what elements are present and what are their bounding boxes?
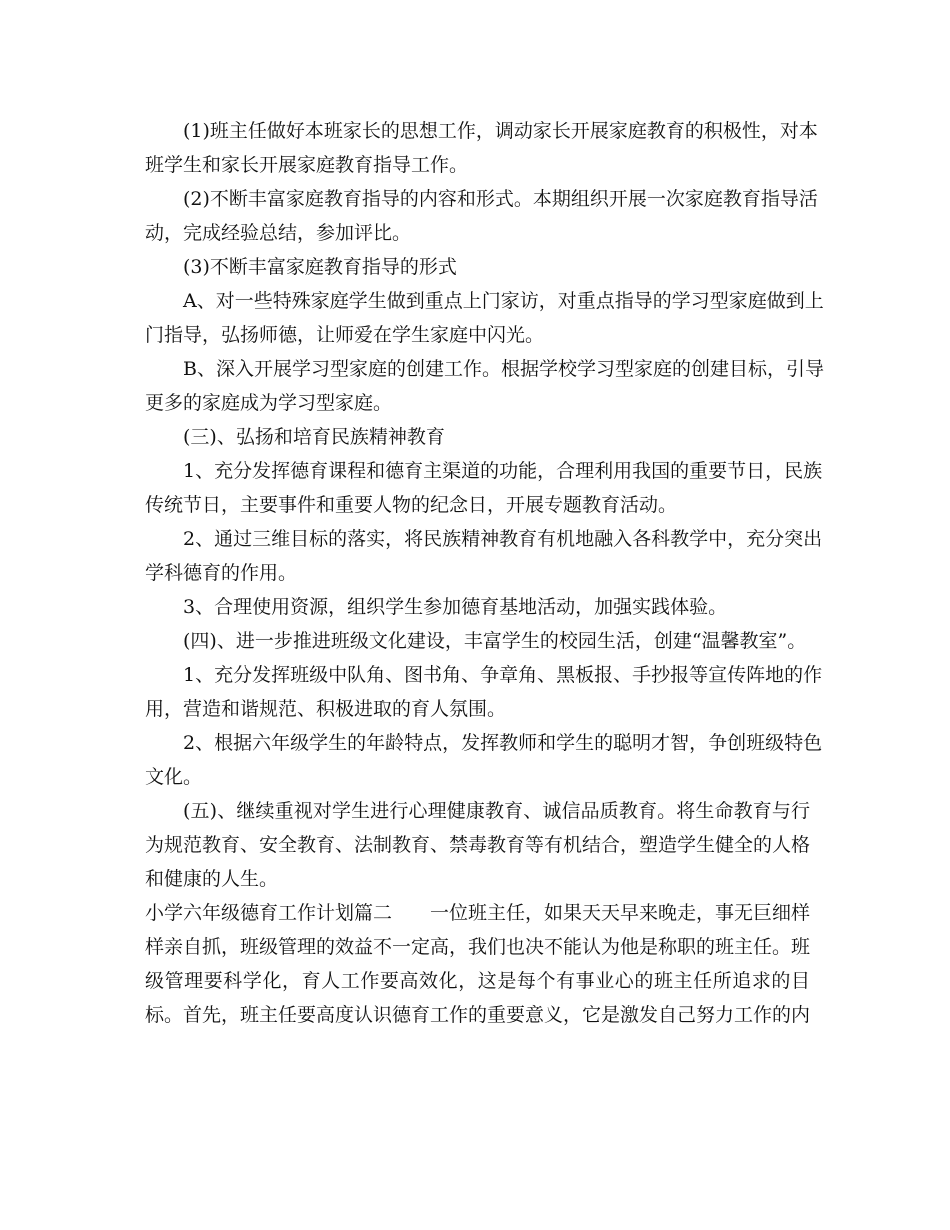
text-line: 2、根据六年级学生的年龄特点，发挥教师和学生的聪明才智，争创班级特色 bbox=[183, 732, 823, 754]
text-line: 班学生和家长开展家庭教育指导工作。 bbox=[145, 154, 469, 176]
text-line: (1)班主任做好本班家长的思想工作，调动家长开展家庭教育的积极性，对本 bbox=[183, 120, 818, 142]
text-line: 传统节日，主要事件和重要人物的纪念日，开展专题教育活动。 bbox=[145, 494, 678, 516]
text-line: 用，营造和谐规范、积极进取的育人氛围。 bbox=[145, 698, 507, 720]
text-line: 2、通过三维目标的落实，将民族精神教育有机地融入各科教学中，充分突出 bbox=[183, 528, 823, 550]
text-line: 和健康的人生。 bbox=[145, 868, 279, 890]
text-line: B、深入开展学习型家庭的创建工作。根据学校学习型家庭的创建目标，引导 bbox=[183, 358, 824, 380]
text-line: (3)不断丰富家庭教育指导的形式 bbox=[183, 256, 457, 278]
text-line: (四)、进一步推进班级文化建设，丰富学生的校园生活，创建“温馨教室”。 bbox=[183, 630, 807, 652]
text-line: 级管理要科学化，育人工作要高效化，这是每个有事业心的班主任所追求的目 bbox=[145, 970, 810, 992]
text-line: 文化。 bbox=[145, 766, 203, 788]
text-line: 样亲自抓，班级管理的效益不一定高，我们也决不能认为他是称职的班主任。班 bbox=[145, 936, 811, 958]
text-line: 3、合理使用资源，组织学生参加德育基地活动，加强实践体验。 bbox=[183, 596, 728, 618]
text-line: 1、充分发挥班级中队角、图书角、争章角、黑板报、手抄报等宣传阵地的作 bbox=[183, 664, 823, 686]
text-line: (五)、继续重视对学生进行心理健康教育、诚信品质教育。将生命教育与行 bbox=[183, 800, 810, 822]
text-line: 小学六年级德育工作计划篇二 一位班主任，如果天天早来晚走，事无巨细样 bbox=[145, 902, 811, 924]
text-line: 门指导，弘扬师德，让师爱在学生家庭中闪光。 bbox=[145, 324, 545, 346]
text-line: 1、充分发挥德育课程和德育主渠道的功能，合理利用我国的重要节日，民族 bbox=[183, 460, 823, 482]
text-line: A、对一些特殊家庭学生做到重点上门家访，对重点指导的学习型家庭做到上 bbox=[183, 290, 824, 312]
text-line: (2)不断丰富家庭教育指导的内容和形式。本期组织开展一次家庭教育指导活 bbox=[183, 188, 818, 210]
text-line: 学科德育的作用。 bbox=[145, 562, 298, 584]
text-line: (三)、弘扬和培育民族精神教育 bbox=[183, 426, 445, 448]
text-line: 为规范教育、安全教育、法制教育、禁毒教育等有机结合，塑造学生健全的人格 bbox=[145, 834, 811, 856]
text-line: 标。首先，班主任要高度认识德育工作的重要意义，它是激发自己努力工作的内 bbox=[145, 1004, 811, 1026]
text-line: 更多的家庭成为学习型家庭。 bbox=[145, 392, 393, 414]
text-line: 动，完成经验总结，参加评比。 bbox=[145, 222, 412, 244]
document-page bbox=[145, 114, 824, 1032]
